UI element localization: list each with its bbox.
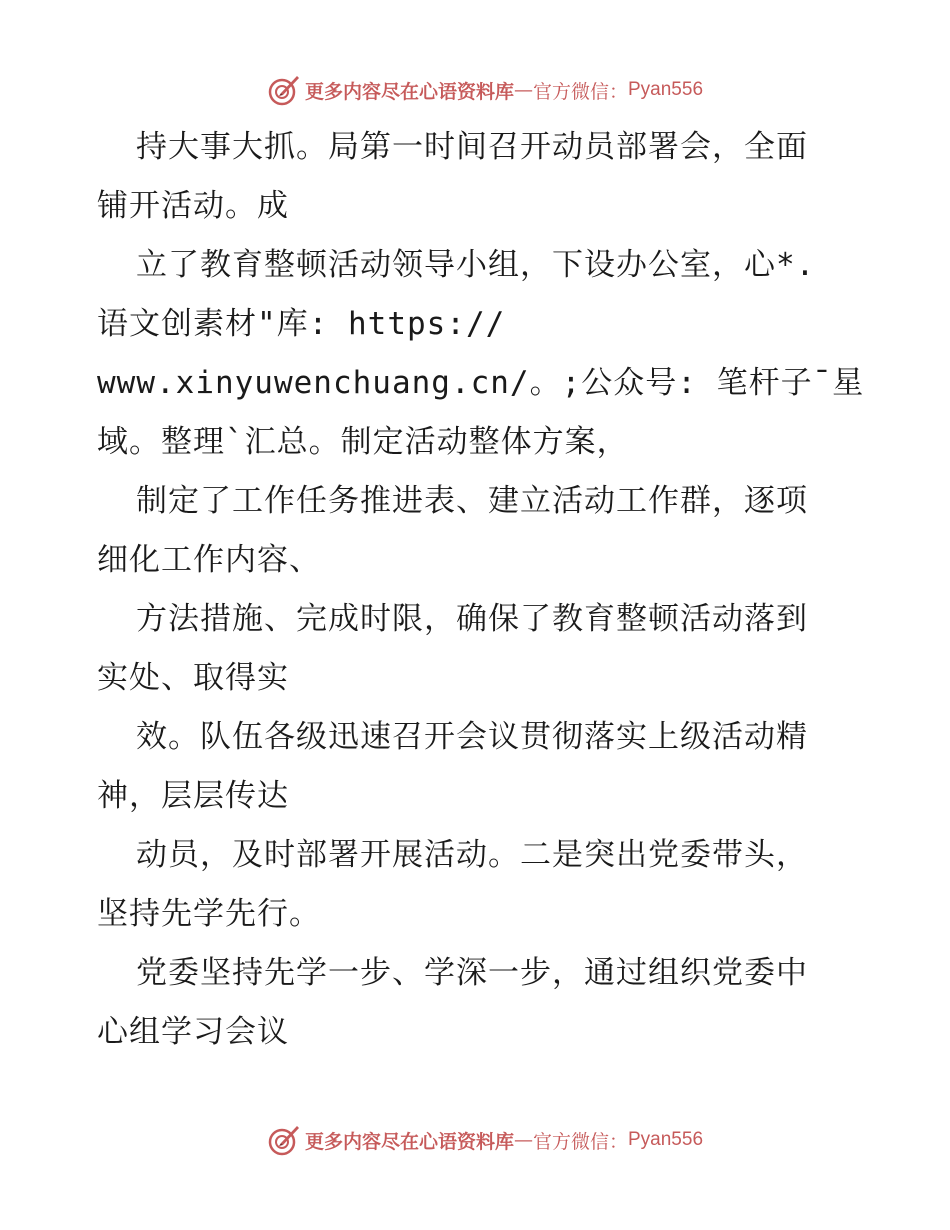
text-line: 语文创素材"库: https:// [97, 306, 506, 342]
text-line: 动员，及时部署开展活动。二是突出党委带头， [136, 837, 808, 873]
quill-pen-circle-icon [267, 73, 301, 107]
text-line: www.xinyuwenchuang.cn/。;公众号: 笔杆子¯星 [97, 365, 865, 401]
header-wechat-id: Pyan556 [628, 79, 704, 100]
footer-site-text: 更多内容尽在心语资料库 [304, 1130, 514, 1153]
header-watermark-banner [0, 70, 950, 110]
text-line: 神，层层传达 [97, 778, 289, 814]
text-line: 方法措施、完成时限，确保了教育整顿活动落到 [136, 601, 808, 637]
footer-wechat-id: Pyan556 [628, 1129, 704, 1150]
quill-pen-circle-icon [267, 1123, 301, 1157]
text-line: 域。整理`汇总。制定活动整体方案， [97, 424, 629, 460]
header-site-text: 更多内容尽在心语资料库 [304, 80, 514, 103]
footer-separator: — [513, 1129, 533, 1151]
text-line: 实处、取得实 [97, 660, 289, 696]
text-line: 铺开活动。成 [97, 188, 289, 224]
header-banner-content [267, 73, 703, 107]
text-line: 细化工作内容、 [97, 542, 321, 578]
footer-wechat-label: 官方微信： [532, 1130, 628, 1153]
footer-banner-content [267, 1123, 703, 1157]
footer-watermark-banner [0, 1120, 950, 1160]
header-wechat-label: 官方微信： [532, 80, 628, 103]
text-line: 坚持先学先行。 [97, 896, 321, 932]
text-line: 效。队伍各级迅速召开会议贯彻落实上级活动精 [136, 719, 808, 755]
text-line: 立了教育整顿活动领导小组，下设办公室，心*. [136, 247, 816, 283]
text-line: 心组学习会议 [97, 1014, 289, 1050]
text-line: 党委坚持先学一步、学深一步，通过组织党委中 [136, 955, 808, 991]
text-line: 持大事大抓。局第一时间召开动员部署会，全面 [136, 129, 808, 165]
document-body [97, 118, 867, 1062]
header-separator: — [513, 79, 533, 101]
text-line: 制定了工作任务推进表、建立活动工作群，逐项 [136, 483, 808, 519]
